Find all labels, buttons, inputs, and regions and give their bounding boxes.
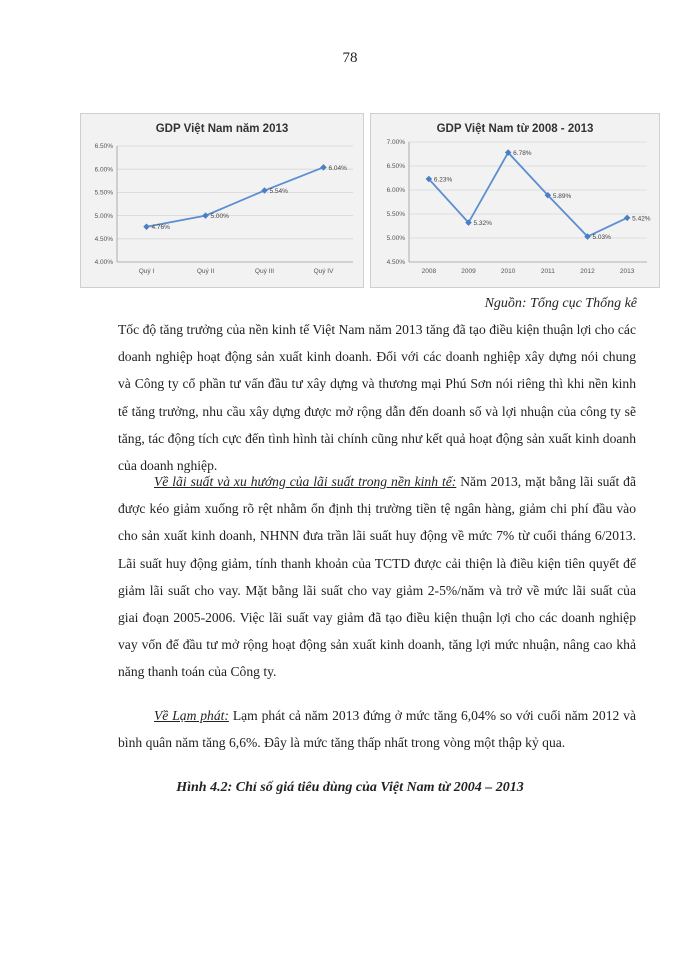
data-label: 5.42% <box>632 215 651 223</box>
series-line <box>429 153 627 237</box>
y-tick-label: 4.50% <box>386 259 405 267</box>
figure-source: Nguồn: Tổng cục Thống kê <box>484 296 637 311</box>
chart-gdp-2008-2013-svg <box>371 114 659 287</box>
data-point <box>624 215 631 222</box>
x-tick-label: Quý III <box>254 268 275 275</box>
y-tick-label: 6.00% <box>94 166 113 174</box>
paragraph-inflation-heading: Về Lạm phát: <box>154 708 229 723</box>
data-label: 6.04% <box>328 164 347 172</box>
paragraph-growth: Tốc độ tăng trưởng của nền kinh tế Việt Nam năm 2013 tăng đã tạo điều kiện thuận lợi cho các doanh nghiệp hoạt động sản xuất kinh doanh. Đối với các doanh nghiệp xây dựng nói chung và Công ty cổ phần tư vấn đầu tư xây dựng và thương mại Phú Sơn nói riêng thì khi nền kinh tế tăng trưởng, nhu cầu xây dựng được mở rộng dẫn đến doanh số và lợi nhuận của công ty sẽ tăng, tác động tích cực đến tình hình tài chính cũng như kết quả hoạt động sản xuất kinh doanh của doanh nghiệp. <box>118 322 636 474</box>
y-tick-label: 5.50% <box>386 211 405 219</box>
paragraph-interest-rate <box>118 468 636 686</box>
x-tick-label: 2013 <box>619 268 635 275</box>
data-label: 5.00% <box>210 213 229 221</box>
chart-title: GDP Việt Nam năm 2013 <box>155 123 289 135</box>
x-tick-label: 2010 <box>500 268 516 275</box>
data-label: 5.32% <box>473 220 492 228</box>
data-point <box>143 223 150 230</box>
y-tick-label: 5.00% <box>386 235 405 243</box>
x-tick-label: Quý II <box>196 268 215 275</box>
series-line <box>147 167 324 226</box>
figure-caption: Hình 4.2: Chỉ số giá tiêu dùng của Việt Nam từ 2004 – 2013 <box>176 780 524 795</box>
y-tick-label: 5.50% <box>94 189 113 197</box>
data-point <box>261 187 268 194</box>
chart-gdp-2013-svg <box>81 114 363 287</box>
data-label: 5.54% <box>269 188 288 196</box>
paragraph-inflation <box>118 702 636 756</box>
x-tick-label: 2009 <box>461 268 476 275</box>
charts-figure <box>80 113 660 288</box>
y-tick-label: 6.50% <box>94 143 113 151</box>
x-tick-label: 2011 <box>540 268 555 275</box>
data-label: 6.23% <box>433 176 453 184</box>
y-tick-label: 4.50% <box>94 236 113 243</box>
x-tick-label: Quý IV <box>313 268 334 275</box>
y-tick-label: 7.00% <box>386 139 405 147</box>
x-tick-label: 2008 <box>421 268 437 275</box>
paragraph-inflation-body: Lạm phát cả năm 2013 đứng ở mức tăng 6,04% so với cuối năm 2012 và bình quân năm tăng 6,6%. Đây là mức tăng thấp nhất trong vòng một thập kỷ qua. <box>118 708 636 751</box>
data-label: 5.03% <box>592 234 611 242</box>
data-point <box>202 212 209 219</box>
x-tick-label: Quý I <box>138 268 155 275</box>
y-tick-label: 6.50% <box>386 163 405 171</box>
chart-title: GDP Việt Nam từ 2008 - 2013 <box>436 123 594 135</box>
paragraph-interest-rate-heading: Về lãi suất và xu hướng của lãi suất trong nền kinh tế: <box>154 474 457 489</box>
y-tick-label: 5.00% <box>94 212 113 220</box>
data-label: 6.78% <box>513 150 532 158</box>
chart-gdp-2008-2013 <box>370 113 660 288</box>
paragraph-interest-rate-body: Năm 2013, mặt bằng lãi suất đã được kéo giảm xuống rõ rệt nhằm ổn định thị trường tiền tệ ngân hàng, giảm chi phí đầu vào cho sản xuất kinh doanh, NHNN đưa trần lãi suất huy động về mức 7% từ cuối tháng 6/2013. Lãi suất huy động giảm, tính thanh khoản của TCTD được cải thiện là điều kiện tiên quyết để giảm lãi suất cho vay. Mặt bằng lãi suất cho vay giảm 2-5%/năm và trở về mức lãi suất của giai đoạn 2005-2006. Việc lãi suất vay giảm đã tạo điều kiện thuận lợi cho các doanh nghiệp vay vốn để đầu tư mở rộng hoạt động sản xuất kinh doanh, tăng lợi mức nhuận, nâng cao khả năng thanh toán của Công ty. <box>118 474 636 680</box>
y-tick-label: 6.00% <box>386 187 405 195</box>
page-number: 78 <box>342 50 358 66</box>
chart-gdp-2013 <box>80 113 364 288</box>
data-label: 4.76% <box>151 224 170 232</box>
y-tick-label: 4.00% <box>94 259 113 267</box>
data-point <box>320 164 327 171</box>
x-tick-label: 2012 <box>580 268 595 275</box>
data-label: 5.89% <box>552 192 572 200</box>
